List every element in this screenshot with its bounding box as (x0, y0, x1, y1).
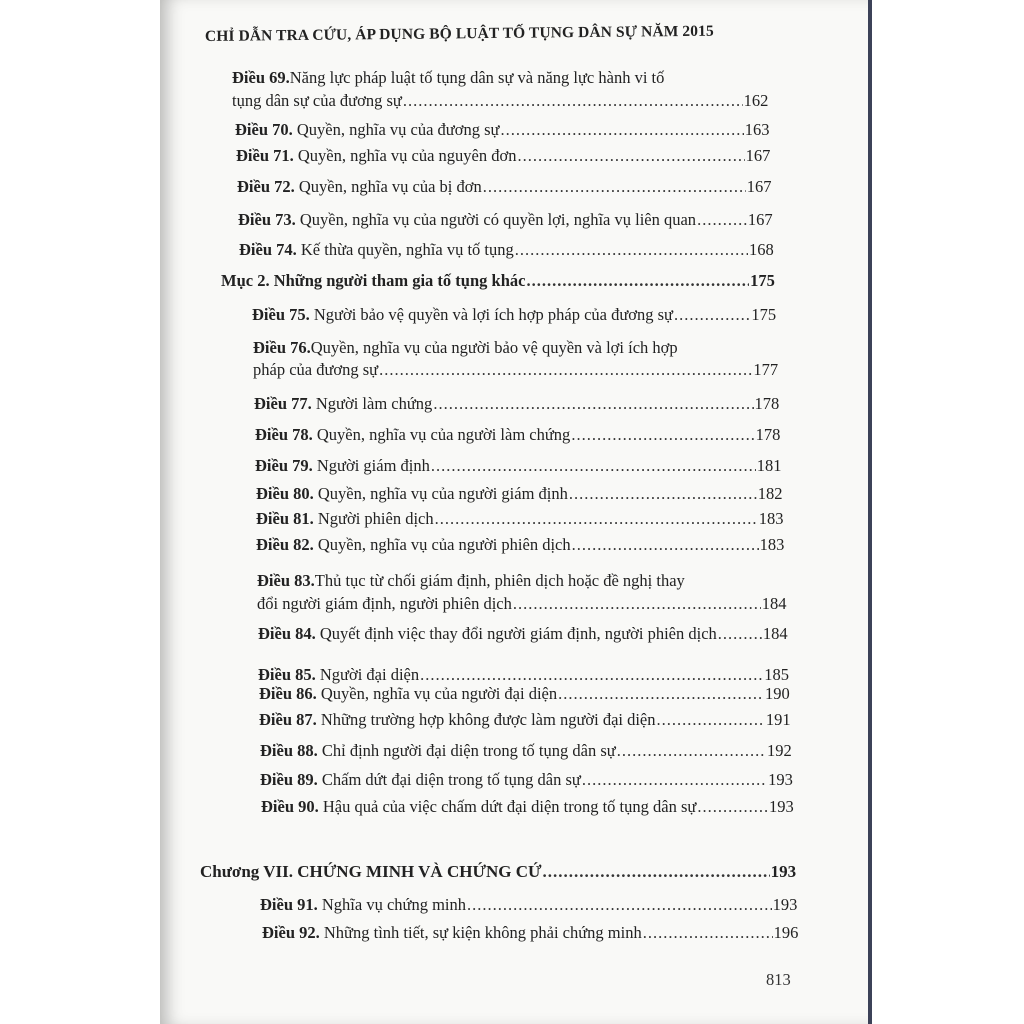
entry-page: 178 (755, 425, 781, 444)
entry-page: 177 (753, 360, 779, 379)
entry-number: Điều 89. (260, 770, 318, 789)
dot-leader (403, 91, 743, 111)
entry-number: Điều 79. (255, 456, 313, 475)
entry-title: Quyền, nghĩa vụ của người giám định (317, 484, 568, 503)
toc-entry[interactable] (259, 684, 790, 706)
dot-leader (657, 710, 765, 730)
entry-title: CHỨNG MINH VÀ CHỨNG CỨ (297, 862, 542, 881)
entry-number: Điều 88. (260, 741, 318, 760)
entry-title: Người phiên dịch (317, 509, 434, 528)
entry-page: 181 (756, 456, 782, 475)
entry-page: 193 (772, 895, 798, 914)
entry-number: Điều 92. (262, 923, 320, 942)
dot-leader (379, 360, 752, 380)
entry-number: Điều 69. (232, 68, 290, 87)
entry-title: Người làm chứng (315, 394, 433, 413)
toc-entry[interactable] (236, 146, 770, 168)
entry-number: Điều 73. (238, 210, 296, 229)
dot-leader (558, 684, 764, 704)
entry-title: Quyền, nghĩa vụ của người phiên dịch (317, 535, 571, 554)
dot-leader (571, 425, 754, 445)
dot-leader (500, 120, 743, 140)
dot-leader (697, 210, 747, 230)
entry-page: 167 (745, 146, 771, 165)
entry-title: Người giám định (316, 456, 430, 475)
entry-number: Điều 83. (257, 571, 315, 590)
entry-page: 193 (768, 770, 793, 789)
entry-page: 183 (758, 509, 784, 528)
dot-leader (582, 770, 767, 790)
dot-leader (643, 923, 773, 943)
running-header: CHỈ DẪN TRA CỨU, ÁP DỤNG BỘ LUẬT TỐ TỤNG DÂN SỰ NĂM 2015 (204, 22, 714, 45)
dot-leader (513, 594, 761, 614)
entry-number: Điều 91. (260, 895, 318, 914)
toc-entry[interactable] (238, 210, 773, 232)
toc-entry-line[interactable] (253, 338, 678, 360)
entry-page: 175 (750, 271, 775, 290)
toc-entry[interactable] (256, 535, 784, 557)
entry-number: Điều 78. (255, 425, 313, 444)
entry-title: Quyền, nghĩa vụ của người bảo vệ quyền và lợi ích hợp (310, 338, 678, 357)
entry-title: Năng lực pháp luật tố tụng dân sự và năng lực hành vi tố (289, 68, 665, 87)
entry-number: Điều 84. (258, 624, 316, 643)
entry-title: Quyền, nghĩa vụ của người đại diện (320, 684, 558, 703)
entry-page: 182 (757, 484, 783, 503)
entry-page: 193 (769, 797, 794, 816)
dot-leader (435, 509, 758, 529)
entry-title: Thủ tục từ chối giám định, phiên dịch hoặc đề nghị thay (314, 571, 685, 590)
entry-number: Điều 74. (239, 240, 297, 259)
entry-page: 190 (764, 684, 790, 703)
entry-number: Điều 70. (235, 120, 293, 139)
entry-title: Chỉ định người đại diện trong tố tụng dân sự (321, 741, 616, 760)
entry-number: Điều 75. (252, 305, 310, 324)
entry-number: Điều 81. (256, 509, 314, 528)
entry-number: Điều 77. (254, 394, 312, 413)
entry-page: 185 (764, 665, 790, 684)
toc-entry[interactable] (260, 895, 797, 917)
entry-page: 175 (751, 305, 777, 324)
toc-entry-line-2[interactable] (257, 594, 787, 616)
entry-page: 167 (746, 177, 772, 196)
entry-number: Điều 86. (259, 684, 317, 703)
entry-number: Điều 80. (256, 484, 314, 503)
dot-leader (543, 862, 770, 882)
entry-title: Quyền, nghĩa vụ của đương sự (296, 120, 500, 139)
entry-page: 184 (762, 624, 788, 643)
dot-leader (517, 146, 744, 166)
toc-entry[interactable] (235, 120, 769, 142)
toc-entry[interactable] (252, 305, 776, 327)
entry-title: Kế thừa quyền, nghĩa vụ tố tụng (300, 240, 514, 259)
toc-entry[interactable] (262, 923, 798, 945)
entry-page: 193 (770, 862, 797, 881)
dot-leader (674, 305, 750, 325)
dot-leader (433, 394, 753, 414)
dot-leader (569, 484, 757, 504)
entry-title: Người đại diện (319, 665, 420, 684)
toc-entry-line[interactable] (257, 571, 685, 593)
entry-page: 192 (767, 741, 792, 760)
entry-title: Quyết định việc thay đổi người giám định, người phiên dịch (319, 624, 717, 643)
toc-entry-line-2[interactable] (253, 360, 778, 382)
toc-entry[interactable] (261, 797, 794, 819)
dot-leader (526, 271, 749, 291)
toc-entry[interactable] (254, 394, 779, 416)
entry-number: Điều 71. (236, 146, 294, 165)
entry-page: 191 (765, 710, 791, 729)
page-number: 813 (766, 970, 791, 989)
toc-entry[interactable] (255, 425, 780, 447)
entry-title: Những người tham gia tố tụng khác (273, 271, 526, 290)
toc-chapter[interactable] (200, 862, 796, 884)
entry-title: Những trường hợp không được làm người đại diện (320, 710, 656, 729)
dot-leader (431, 456, 756, 476)
toc-entry[interactable] (259, 710, 791, 732)
toc-section[interactable] (221, 271, 775, 293)
page-edge (868, 0, 872, 1024)
toc-entry[interactable] (255, 456, 782, 478)
entry-page: 196 (773, 923, 799, 942)
toc-entry[interactable] (258, 624, 788, 646)
entry-page: 183 (759, 535, 785, 554)
dot-leader (483, 177, 746, 197)
entry-title: Hậu quả của việc chấm dứt đại diện trong tố tụng dân sự (322, 797, 697, 816)
entry-title: Những tình tiết, sự kiện không phải chứng minh (323, 923, 642, 942)
toc-entry-line-2[interactable] (232, 91, 768, 113)
entry-title-continued: đổi người giám định, người phiên dịch (257, 594, 512, 613)
entry-number: Điều 87. (259, 710, 317, 729)
toc-entry[interactable] (260, 770, 793, 792)
entry-page: 162 (743, 91, 769, 110)
toc-entry-line[interactable] (232, 68, 664, 90)
toc-entry[interactable] (237, 177, 771, 199)
entry-number: Điều 72. (237, 177, 295, 196)
dot-leader (572, 535, 759, 555)
entry-title-continued: pháp của đương sự (253, 360, 379, 379)
entry-page: 167 (747, 210, 773, 229)
toc-entry[interactable] (256, 484, 783, 506)
dot-leader (718, 624, 762, 644)
entry-title: Quyền, nghĩa vụ của người có quyền lợi, nghĩa vụ liên quan (299, 210, 697, 229)
toc-entry[interactable] (256, 509, 783, 531)
entry-title: Người bảo vệ quyền và lợi ích hợp pháp của đương sự (313, 305, 673, 324)
dot-leader (697, 797, 768, 817)
entry-title-continued: tụng dân sự của đương sự (232, 91, 402, 110)
entry-number: Điều 85. (258, 665, 316, 684)
entry-number: Điều 76. (253, 338, 311, 357)
entry-title: Quyền, nghĩa vụ của nguyên đơn (297, 146, 517, 165)
entry-title: Quyền, nghĩa vụ của bị đơn (298, 177, 482, 196)
entry-number: Mục 2. (221, 271, 270, 290)
entry-title: Nghĩa vụ chứng minh (321, 895, 467, 914)
entry-number: Chương VII. (200, 862, 294, 881)
dot-leader (617, 741, 766, 761)
entry-title: Quyền, nghĩa vụ của người làm chứng (316, 425, 571, 444)
entry-number: Điều 82. (256, 535, 314, 554)
dot-leader (515, 240, 748, 260)
dot-leader (420, 665, 763, 685)
entry-page: 178 (754, 394, 780, 413)
entry-page: 163 (744, 120, 770, 139)
entry-title: Chấm dứt đại diện trong tố tụng dân sự (321, 770, 581, 789)
toc-entry[interactable] (239, 240, 774, 262)
entry-number: Điều 90. (261, 797, 319, 816)
toc-entry[interactable] (260, 741, 792, 763)
entry-page: 184 (761, 594, 787, 613)
entry-page: 168 (749, 240, 774, 259)
dot-leader (467, 895, 772, 915)
